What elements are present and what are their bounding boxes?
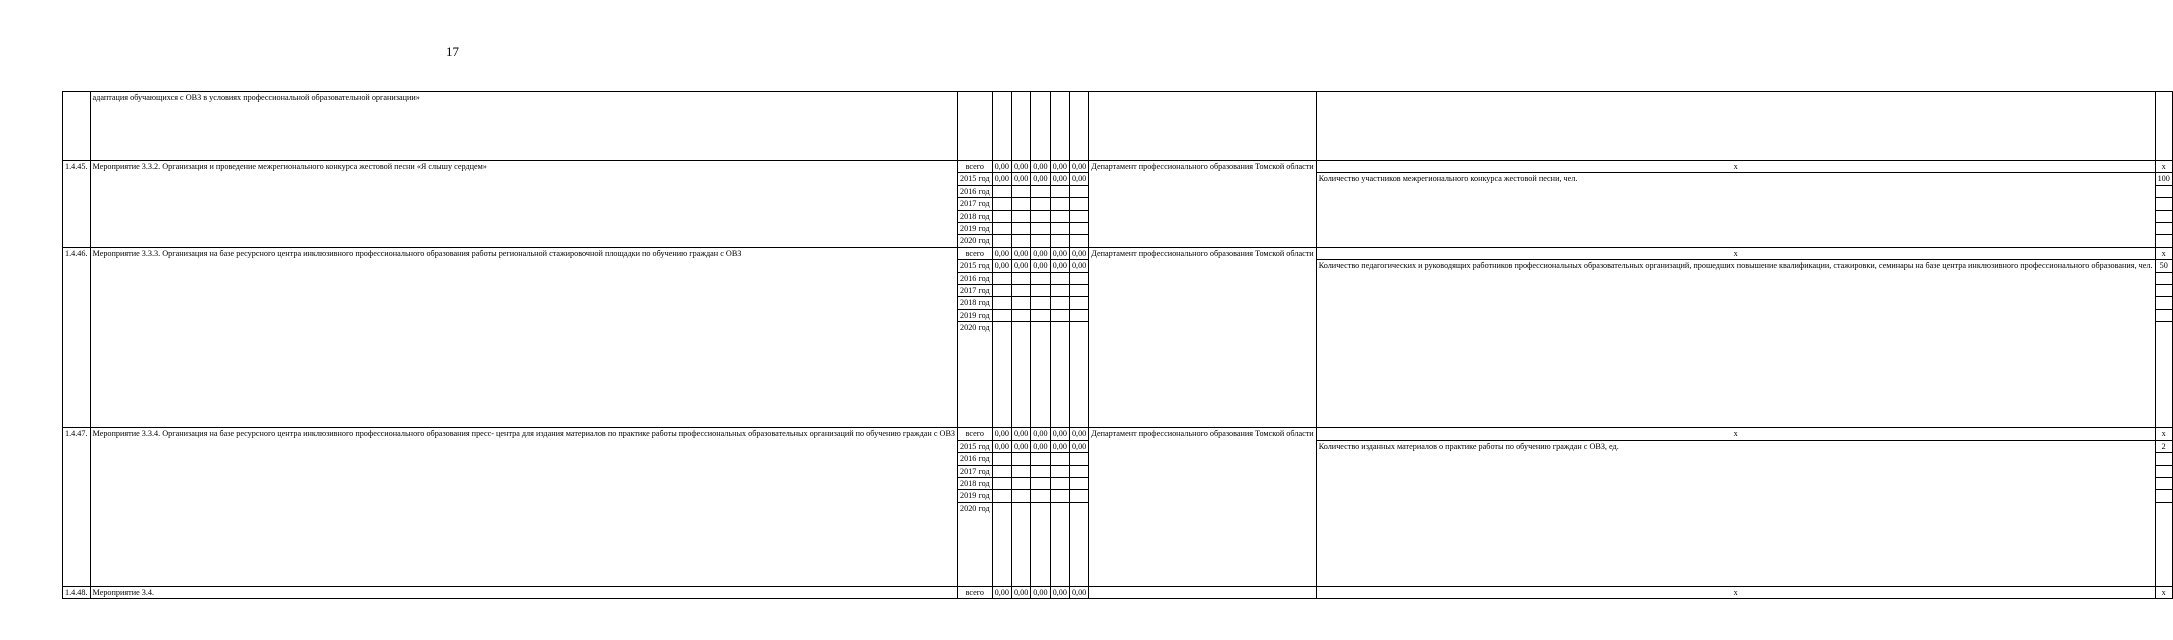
year-label: 2016 год: [958, 272, 993, 284]
amount-cell: [1031, 198, 1050, 210]
program-activities-table: [62, 91, 2173, 599]
activity-number: 1.4.46.: [63, 247, 91, 427]
empty-cell: [1089, 92, 1316, 161]
amount-cell: [1069, 322, 1088, 428]
amount-cell: 0,00: [1069, 428, 1088, 440]
table-row: [63, 247, 2173, 259]
amount-cell: 0,00: [1050, 440, 1069, 452]
amount-cell: [1069, 453, 1088, 465]
amount-cell: [1031, 297, 1050, 309]
amount-cell: [1050, 297, 1069, 309]
empty-cell: [1011, 92, 1030, 161]
indicator-cell: x: [1316, 586, 2155, 598]
amount-cell: 0,00: [992, 161, 1011, 173]
amount-cell: [992, 502, 1011, 586]
amount-cell: [1011, 285, 1030, 297]
responsible-department: Департамент профессионального образования Томской области: [1089, 428, 1316, 586]
row-number: [63, 92, 91, 161]
amount-cell: [1031, 285, 1050, 297]
amount-cell: [1031, 185, 1050, 197]
target-value: [2155, 223, 2172, 235]
empty-cell: [1050, 92, 1069, 161]
amount-cell: 0,00: [992, 247, 1011, 259]
empty-cell: [1031, 92, 1050, 161]
amount-cell: [992, 453, 1011, 465]
amount-cell: [1050, 453, 1069, 465]
amount-cell: 0,00: [1069, 260, 1088, 272]
empty-cell: [2155, 92, 2172, 161]
amount-cell: [1011, 453, 1030, 465]
activity-number: 1.4.45.: [63, 161, 91, 248]
empty-cell: [958, 92, 993, 161]
target-value: [2155, 210, 2172, 222]
amount-cell: [992, 272, 1011, 284]
amount-cell: 0,00: [1031, 586, 1050, 598]
target-value: [2155, 502, 2172, 586]
amount-cell: [1050, 490, 1069, 502]
amount-cell: [1011, 235, 1030, 247]
amount-cell: [992, 198, 1011, 210]
year-label: 2020 год: [958, 322, 993, 428]
year-label: 2020 год: [958, 235, 993, 247]
target-value: [2155, 309, 2172, 321]
activity-name: Мероприятие 3.3.3. Организация на базе ресурсного центра инклюзивного профессионального образования работы региональной стажировочной площадки по обучению граждан с ОВЗ: [90, 247, 958, 427]
activity-name: адаптация обучающихся с ОВЗ в условиях профессиональной образовательной организации»: [90, 92, 958, 161]
activity-number: 1.4.47.: [63, 428, 91, 586]
target-value: [2155, 477, 2172, 489]
amount-cell: [1069, 297, 1088, 309]
amount-cell: [1050, 477, 1069, 489]
amount-cell: 0,00: [1050, 161, 1069, 173]
target-value: x: [2155, 161, 2172, 173]
amount-cell: [1069, 185, 1088, 197]
amount-cell: [1011, 223, 1030, 235]
amount-cell: [1031, 322, 1050, 428]
target-value: x: [2155, 247, 2172, 259]
year-label: 2016 год: [958, 453, 993, 465]
year-label: всего: [958, 247, 993, 259]
amount-cell: [1031, 465, 1050, 477]
amount-cell: 0,00: [992, 586, 1011, 598]
amount-cell: [992, 465, 1011, 477]
amount-cell: [1050, 309, 1069, 321]
responsible-department: [1089, 586, 1316, 598]
amount-cell: 0,00: [1031, 260, 1050, 272]
amount-cell: [1069, 210, 1088, 222]
amount-cell: [1031, 309, 1050, 321]
activity-number: 1.4.48.: [63, 586, 91, 598]
amount-cell: 0,00: [1011, 161, 1030, 173]
amount-cell: 0,00: [1050, 586, 1069, 598]
target-value: [2155, 453, 2172, 465]
amount-cell: [1050, 502, 1069, 586]
indicator-cell: x: [1316, 247, 2155, 259]
amount-cell: [1050, 223, 1069, 235]
year-label: всего: [958, 428, 993, 440]
indicator-name: Количество участников межрегионального конкурса жестовой песни, чел.: [1316, 173, 2155, 247]
amount-cell: [1069, 477, 1088, 489]
amount-cell: [1011, 465, 1030, 477]
amount-cell: [1011, 490, 1030, 502]
amount-cell: [992, 210, 1011, 222]
amount-cell: [992, 309, 1011, 321]
amount-cell: [1031, 453, 1050, 465]
amount-cell: [1050, 285, 1069, 297]
amount-cell: 0,00: [1011, 440, 1030, 452]
amount-cell: [1050, 235, 1069, 247]
amount-cell: 0,00: [1050, 247, 1069, 259]
amount-cell: 0,00: [1011, 428, 1030, 440]
indicator-cell: x: [1316, 161, 2155, 173]
year-label: всего: [958, 161, 993, 173]
amount-cell: [992, 223, 1011, 235]
amount-cell: [1031, 210, 1050, 222]
amount-cell: 0,00: [1031, 173, 1050, 185]
target-value: x: [2155, 586, 2172, 598]
amount-cell: 0,00: [1069, 173, 1088, 185]
amount-cell: [1069, 235, 1088, 247]
amount-cell: [1031, 502, 1050, 586]
amount-cell: [1050, 322, 1069, 428]
amount-cell: 0,00: [1069, 440, 1088, 452]
amount-cell: [1050, 198, 1069, 210]
target-value: x: [2155, 428, 2172, 440]
target-value: 100: [2155, 173, 2172, 185]
activity-name: Мероприятие 3.3.4. Организация на базе ресурсного центра инклюзивного профессионального образования пресс- центра для издания материалов по практике работы профессиональных образовательных организаций по обучению граждан с ОВЗ: [90, 428, 958, 586]
year-label: 2017 год: [958, 198, 993, 210]
indicator-name: Количество изданных материалов о практике работы по обучению граждан с ОВЗ, ед.: [1316, 440, 2155, 586]
amount-cell: [1050, 465, 1069, 477]
target-value: [2155, 185, 2172, 197]
amount-cell: [1069, 223, 1088, 235]
amount-cell: 0,00: [1050, 173, 1069, 185]
amount-cell: 0,00: [1069, 247, 1088, 259]
amount-cell: [1011, 198, 1030, 210]
amount-cell: 0,00: [1011, 260, 1030, 272]
target-value: [2155, 490, 2172, 502]
amount-cell: 0,00: [1011, 247, 1030, 259]
year-label: 2018 год: [958, 297, 993, 309]
amount-cell: 0,00: [992, 440, 1011, 452]
amount-cell: 0,00: [1050, 260, 1069, 272]
amount-cell: [1011, 322, 1030, 428]
target-value: [2155, 272, 2172, 284]
amount-cell: 0,00: [1031, 428, 1050, 440]
amount-cell: [1069, 198, 1088, 210]
year-label: 2019 год: [958, 490, 993, 502]
target-value: [2155, 297, 2172, 309]
amount-cell: 0,00: [1069, 161, 1088, 173]
amount-cell: [1069, 309, 1088, 321]
amount-cell: 0,00: [992, 173, 1011, 185]
amount-cell: [992, 322, 1011, 428]
activity-name: Мероприятие 3.4.: [90, 586, 958, 598]
amount-cell: [1069, 490, 1088, 502]
amount-cell: [1069, 502, 1088, 586]
amount-cell: [1031, 477, 1050, 489]
target-value: 2: [2155, 440, 2172, 452]
year-label: 2017 год: [958, 285, 993, 297]
amount-cell: [1031, 272, 1050, 284]
empty-cell: [1069, 92, 1088, 161]
amount-cell: [992, 490, 1011, 502]
table-row: [63, 92, 2173, 161]
activity-name: Мероприятие 3.3.2. Организация и проведение межрегионального конкурса жестовой песни «Я слышу сердцем»: [90, 161, 958, 248]
amount-cell: [1011, 185, 1030, 197]
empty-cell: [1316, 92, 2155, 161]
year-label: 2017 год: [958, 465, 993, 477]
target-value: [2155, 198, 2172, 210]
year-label: 2020 год: [958, 502, 993, 586]
year-label: 2019 год: [958, 223, 993, 235]
amount-cell: [992, 297, 1011, 309]
amount-cell: 0,00: [992, 260, 1011, 272]
amount-cell: [1069, 285, 1088, 297]
target-value: [2155, 285, 2172, 297]
amount-cell: [1050, 185, 1069, 197]
year-label: всего: [958, 586, 993, 598]
year-label: 2019 год: [958, 309, 993, 321]
amount-cell: [1050, 272, 1069, 284]
amount-cell: [1011, 477, 1030, 489]
amount-cell: [1011, 309, 1030, 321]
table-row: [63, 161, 2173, 173]
responsible-department: Департамент профессионального образования Томской области: [1089, 161, 1316, 248]
amount-cell: [1011, 502, 1030, 586]
amount-cell: 0,00: [1031, 161, 1050, 173]
year-label: 2015 год: [958, 260, 993, 272]
amount-cell: [1011, 210, 1030, 222]
amount-cell: [1011, 297, 1030, 309]
amount-cell: [992, 185, 1011, 197]
target-value: [2155, 322, 2172, 428]
amount-cell: 0,00: [1031, 440, 1050, 452]
page-number: 17: [446, 44, 459, 59]
amount-cell: 0,00: [992, 428, 1011, 440]
indicator-name: Количество педагогических и руководящих работников профессиональных образовательных организаций, прошедших повышение квалификации, стажировки, семинары на базе центра инклюзивного профессионального образования, чел.: [1316, 260, 2155, 428]
table-row: [63, 428, 2173, 440]
amount-cell: [1050, 210, 1069, 222]
year-label: 2016 год: [958, 185, 993, 197]
amount-cell: 0,00: [1069, 586, 1088, 598]
empty-cell: [992, 92, 1011, 161]
amount-cell: [992, 477, 1011, 489]
amount-cell: [1069, 272, 1088, 284]
amount-cell: [992, 285, 1011, 297]
amount-cell: [1031, 223, 1050, 235]
amount-cell: 0,00: [1011, 586, 1030, 598]
amount-cell: [1069, 465, 1088, 477]
year-label: 2018 год: [958, 477, 993, 489]
amount-cell: [1031, 235, 1050, 247]
amount-cell: [1011, 272, 1030, 284]
year-label: 2018 год: [958, 210, 993, 222]
amount-cell: 0,00: [1050, 428, 1069, 440]
responsible-department: Департамент профессионального образования Томской области: [1089, 247, 1316, 427]
indicator-cell: x: [1316, 428, 2155, 440]
amount-cell: 0,00: [1011, 173, 1030, 185]
target-value: [2155, 235, 2172, 247]
table-row: [63, 586, 2173, 598]
target-value: [2155, 465, 2172, 477]
amount-cell: [1031, 490, 1050, 502]
amount-cell: 0,00: [1031, 247, 1050, 259]
amount-cell: [992, 235, 1011, 247]
year-label: 2015 год: [958, 440, 993, 452]
target-value: 50: [2155, 260, 2172, 272]
year-label: 2015 год: [958, 173, 993, 185]
